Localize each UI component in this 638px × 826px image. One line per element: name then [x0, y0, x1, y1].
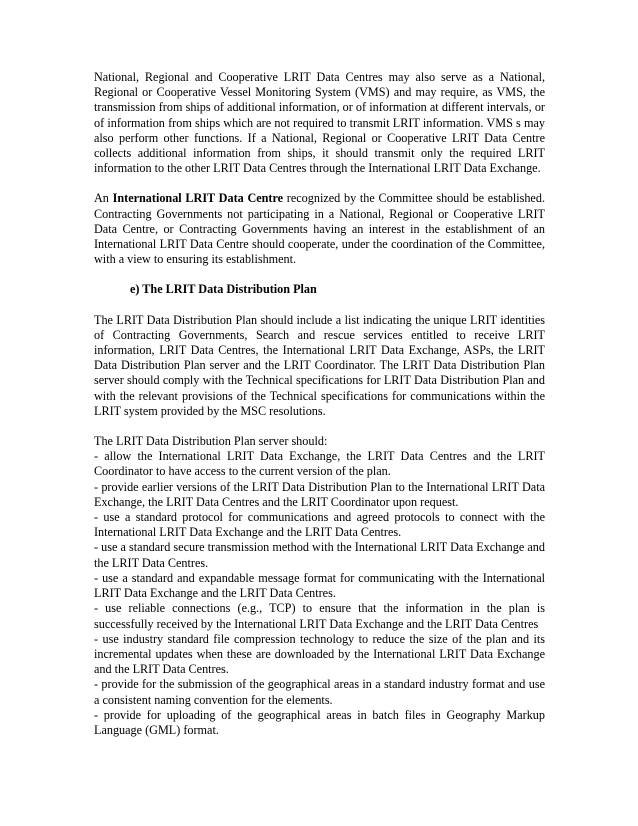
document-body — [94, 70, 545, 738]
bold-term-international-lrit-data-centre: International LRIT Data Centre — [112, 191, 284, 206]
paragraph-distribution-plan: The LRIT Data Distribution Plan should include a list indicating the unique LRIT identities of Contracting Governments, Search and rescue services entitled to receive LRIT information, LRIT Data Centres, the International LRIT Data Exchange, ASPs, the LRIT Data Distribution Plan server and the LRIT Coordinator. The LRIT Data Distribution Plan server should comply with the Technical specifications for LRIT Data Distribution Plan and with the relevant provisions of the Technical specifications for communications within the LRIT system provided by the MSC resolutions. — [94, 312, 545, 418]
list-item: - use industry standard file compression technology to reduce the size of the plan and its incremental updates when these are downloaded by the International LRIT Data Exchange and the LRIT Data Centres. — [94, 631, 545, 677]
list-item: - provide for the submission of the geographical areas in a standard industry format and use a consistent naming convention for the elements. — [94, 677, 545, 707]
list-item: - allow the International LRIT Data Exchange, the LRIT Data Centres and the LRIT Coordinator to have access to the current version of the plan. — [94, 449, 545, 479]
paragraph-international-lrit-data-centre — [94, 191, 545, 267]
list-item: - provide earlier versions of the LRIT Data Distribution Plan to the International LRIT Data Exchange, the LRIT Data Centres and the LRIT Coordinator upon request. — [94, 479, 545, 509]
list-item: - use a standard secure transmission method with the International LRIT Data Exchange and the LRIT Data Centres. — [94, 540, 545, 570]
section-heading: e) The LRIT Data Distribution Plan — [130, 282, 317, 297]
server-requirements-list — [94, 449, 545, 738]
paragraph-prefix: An — [94, 191, 113, 206]
list-intro: The LRIT Data Distribution Plan server should: — [94, 434, 328, 449]
list-item: - use a standard and expandable message format for communicating with the International LRIT Data Exchange and the LRIT Data Centres. — [94, 570, 545, 601]
list-item: - use a standard protocol for communications and agreed protocols to connect with the International LRIT Data Exchange and the LRIT Data Centres. — [94, 510, 545, 540]
list-item: - provide for uploading of the geographical areas in batch files in Geography Markup Language (GML) format. — [94, 707, 545, 737]
paragraph-suffix: recognized by the Committee should be established. Contracting Governments not participating in a National, Regional or Cooperative LRIT Data Centre, or Contracting Governments having an interest in the establishment of an International LRIT Data Centre should cooperate, under the coordination of the Committee, with a view to ensuring its establishment. — [94, 191, 545, 267]
paragraph-lrit-data-centres-vms: National, Regional and Cooperative LRIT Data Centres may also serve as a National, Regional or Cooperative Vessel Monitoring System (VMS) and may require, as VMS, the transmission from ships of additional information, or of information at different intervals, or of information from ships which are not required to transmit LRIT information. VMS s may also perform other functions. If a National, Regional or Cooperative LRIT Data Centre collects additional information from ships, it should transmit only the required LRIT information to the other LRIT Data Centres through the International LRIT Data Exchange. — [94, 70, 545, 176]
list-item: - use reliable connections (e.g., TCP) to ensure that the information in the plan is successfully received by the International LRIT Data Exchange and the LRIT Data Centres — [94, 601, 545, 631]
